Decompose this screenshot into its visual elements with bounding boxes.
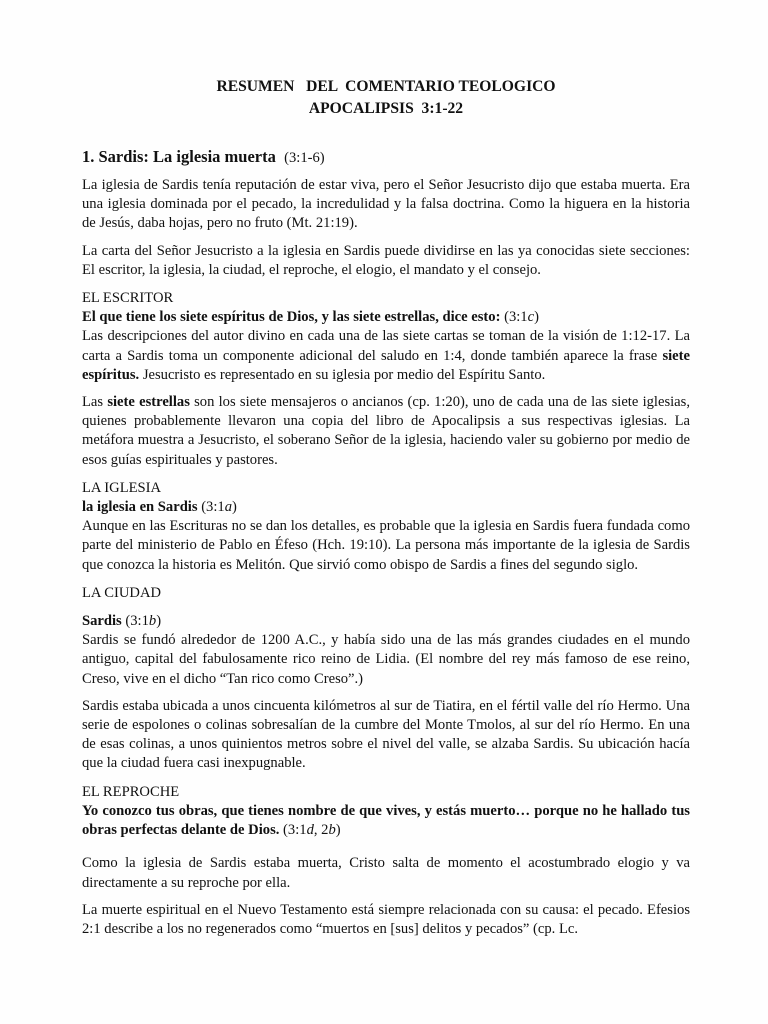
verse-reproche-ref-post: ) <box>335 822 341 839</box>
intro-paragraph-1: La iglesia de Sardis tenía reputación de estar viva, pero el Señor Jesucristo dijo que estaba muerta. Era una iglesia dominada por el pecado, la incredulidad y la falsa doctrina. Como la higuera en la historia de Jesús, daba hojas, pero no fruto (Mt. 21:19). <box>82 177 690 232</box>
escritor-paragraph-1 <box>82 327 690 385</box>
verse-escritor <box>82 308 690 327</box>
escritor-text-2-bold: siete estrellas <box>107 394 190 411</box>
verse-escritor-ref-italic: c <box>527 309 535 326</box>
escritor-text-1-bold: siete espíritus. <box>82 347 690 383</box>
verse-iglesia-ref-pre: (3:1 <box>197 499 225 516</box>
verse-reproche-ref-mid: , 2 <box>313 822 329 839</box>
escritor-paragraph-2 <box>82 393 690 470</box>
intro-paragraph-2: La carta del Señor Jesucristo a la iglesia en Sardis puede dividirse en las ya conocidas siete secciones: El escritor, la iglesia, la ciudad, el reproche, el elogio, el mandato y el consejo. <box>82 242 690 278</box>
verse-reproche <box>82 802 690 840</box>
verse-ciudad-text: Sardis <box>82 613 122 630</box>
reproche-paragraph-2: La muerte espiritual en el Nuevo Testamento está siempre relacionada con su causa: el pecado. Efesios 2:1 describe a los no regenerados como “muertos en [sus] delitos y pecados” (cp. Lc. <box>82 901 690 937</box>
verse-reproche-text: Yo conozco tus obras, que tienes nombre de que vives, y estás muerto… porque no he hallado tus obras perfectas delante de Dios. <box>82 802 690 839</box>
verse-iglesia <box>82 498 690 517</box>
escritor-text-1: Las descripciones del autor divino en cada una de las siete cartas se toman de la visión de 1:12-17. La carta a Sardis toma un componente adicional del saludo en 1:4, donde también aparece la frase <box>82 328 690 364</box>
subheading-iglesia: LA IGLESIA <box>82 479 162 496</box>
section-heading <box>82 147 690 168</box>
section-heading-ref: (3:1-6) <box>284 150 325 166</box>
verse-ciudad-ref-pre: (3:1 <box>121 613 149 630</box>
verse-iglesia-ref-italic: a <box>224 499 233 516</box>
escritor-text-1-end: Jesucristo es representado en su iglesia por medio del Espíritu Santo. <box>139 366 546 383</box>
subheading-reproche: EL REPROCHE <box>82 783 180 800</box>
verse-reproche-ref-italic-2: b <box>328 822 336 839</box>
verse-iglesia-text: la iglesia en Sardis <box>82 499 198 516</box>
verse-reproche-ref-pre: (3:1 <box>279 822 307 839</box>
verse-ciudad-ref-post: ) <box>156 613 162 630</box>
iglesia-paragraph: Aunque en las Escrituras no se dan los detalles, es probable que la iglesia en Sardis fuera fundada como parte del ministerio de Pablo en Éfeso (Hch. 19:10). La persona más importante de la iglesia de Sardis que conozca la historia es Melitón. Que sirvió como obispo de Sardis a fines del segundo siglo. <box>82 518 690 573</box>
document-title-line-1: RESUMEN DEL COMENTARIO TEOLOGICO <box>216 78 556 95</box>
verse-escritor-text: El que tiene los siete espíritus de Dios, y las siete estrellas, dice esto: <box>82 309 501 326</box>
verse-escritor-ref-pre: (3:1 <box>500 309 528 326</box>
ciudad-paragraph-2: Sardis estaba ubicada a unos cincuenta kilómetros al sur de Tiatira, en el fértil valle del río Hermo. Una serie de espolones o colinas sobresalían de la cumbre del Monte Tmolos, al sur del río Hermo. En una de esas colinas, a unos quinientos metros sobre el nivel del valle, se alzaba Sardis. Su ubicación hacía que la ciudad fuera casi inexpugnable. <box>82 697 690 772</box>
verse-escritor-ref-post: ) <box>534 309 539 326</box>
verse-reproche-ref-italic-1: d <box>306 822 314 839</box>
escritor-text-2-start: Las <box>82 394 108 411</box>
verse-iglesia-ref-post: ) <box>232 499 237 516</box>
escritor-text-2-end: son los siete mensajeros o ancianos (cp. 1:20), uno de cada una de las siete iglesias, quienes probablemente llevaron una copia del libro de Apocalipsis a sus respectivas iglesias. La metáfora muestra a Jesucristo, el soberano Señor de la iglesia, haciendo valer su gobierno por medio de esos guías espirituales y pastores. <box>82 394 690 468</box>
ciudad-paragraph-1: Sardis se fundó alrededor de 1200 A.C., y había sido una de las más grandes ciudades en el mundo antiguo, capital del fabulosamente rico reino de Lidia. (El nombre del rey más famoso de ese reino, Creso, vive en el dicho “Tan rico como Creso”.) <box>82 632 690 687</box>
subheading-escritor: EL ESCRITOR <box>82 290 174 307</box>
document-title-line-2: APOCALIPSIS 3:1-22 <box>308 100 464 117</box>
verse-ciudad <box>82 612 690 631</box>
section-heading-text: 1. Sardis: La iglesia muerta <box>82 147 276 166</box>
verse-ciudad-ref-italic: b <box>148 613 157 630</box>
subheading-ciudad: LA CIUDAD <box>82 584 162 601</box>
reproche-paragraph-1: Como la iglesia de Sardis estaba muerta, Cristo salta de momento el acostumbrado elogio y va directamente a su reproche por ella. <box>82 855 690 891</box>
